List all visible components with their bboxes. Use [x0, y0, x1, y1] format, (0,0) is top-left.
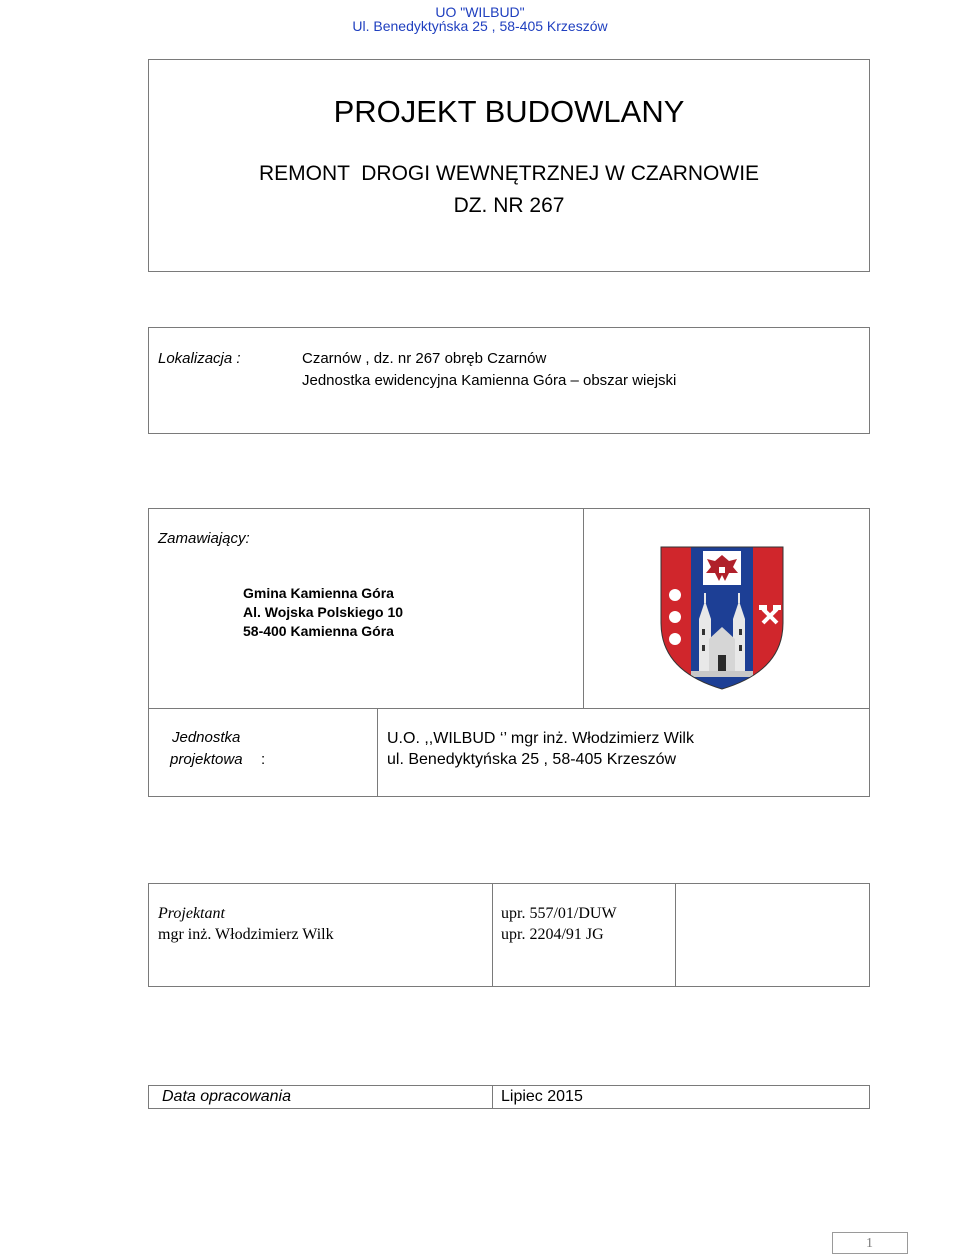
- design-unit-line-2: ul. Benedyktyńska 25 , 58-405 Krzeszów: [387, 751, 677, 768]
- date-label: Data opracowania: [162, 1088, 291, 1105]
- client-street: Al. Wojska Polskiego 10: [243, 604, 404, 620]
- client-divider: [583, 509, 584, 708]
- date-divider: [492, 1086, 493, 1108]
- client-city: 58-400 Kamienna Góra: [243, 623, 394, 639]
- designer-divider-1: [492, 884, 493, 986]
- location-line-2: Jednostka ewidencyjna Kamienna Góra – obszar wiejski: [302, 372, 677, 389]
- design-unit-box: [148, 708, 870, 797]
- design-unit-line-1: U.O. ,,WILBUD ‘’ mgr inż. Włodzimierz Wilk: [387, 730, 694, 747]
- design-unit-label-2: projektowa: [170, 751, 243, 768]
- designer-name: mgr inż. Włodzimierz Wilk: [158, 926, 334, 943]
- design-unit-colon: :: [261, 751, 266, 768]
- location-line-1: Czarnów , dz. nr 267 obręb Czarnów: [302, 350, 547, 367]
- client-label: Zamawiający:: [158, 530, 250, 547]
- designer-box: [148, 883, 870, 987]
- parcel-number: DZ. NR 267: [453, 194, 565, 217]
- coat-of-arms-icon: [659, 545, 785, 691]
- client-box: [148, 508, 870, 709]
- license-number-1: upr. 557/01/DUW: [501, 905, 617, 922]
- company-name: UO "WILBUD": [435, 4, 525, 20]
- design-unit-divider: [377, 709, 378, 796]
- page-number: 1: [866, 1236, 873, 1251]
- page-number-box: [832, 1232, 908, 1254]
- document-title: PROJEKT BUDOWLANY: [333, 94, 685, 129]
- location-label: Lokalizacja :: [158, 350, 241, 367]
- designer-divider-2: [675, 884, 676, 986]
- client-name: Gmina Kamienna Góra: [243, 585, 394, 601]
- date-value: Lipiec 2015: [501, 1088, 583, 1105]
- title-box: [148, 59, 870, 272]
- designer-label: Projektant: [158, 905, 225, 922]
- design-unit-label-1: Jednostka: [172, 729, 241, 746]
- date-row: [148, 1085, 870, 1109]
- license-number-2: upr. 2204/91 JG: [501, 926, 604, 943]
- project-subtitle: REMONT DROGI WEWNĘTRZNEJ W CZARNOWIE: [258, 162, 760, 185]
- company-address: Ul. Benedyktyńska 25 , 58-405 Krzeszów: [352, 18, 608, 34]
- location-box: [148, 327, 870, 434]
